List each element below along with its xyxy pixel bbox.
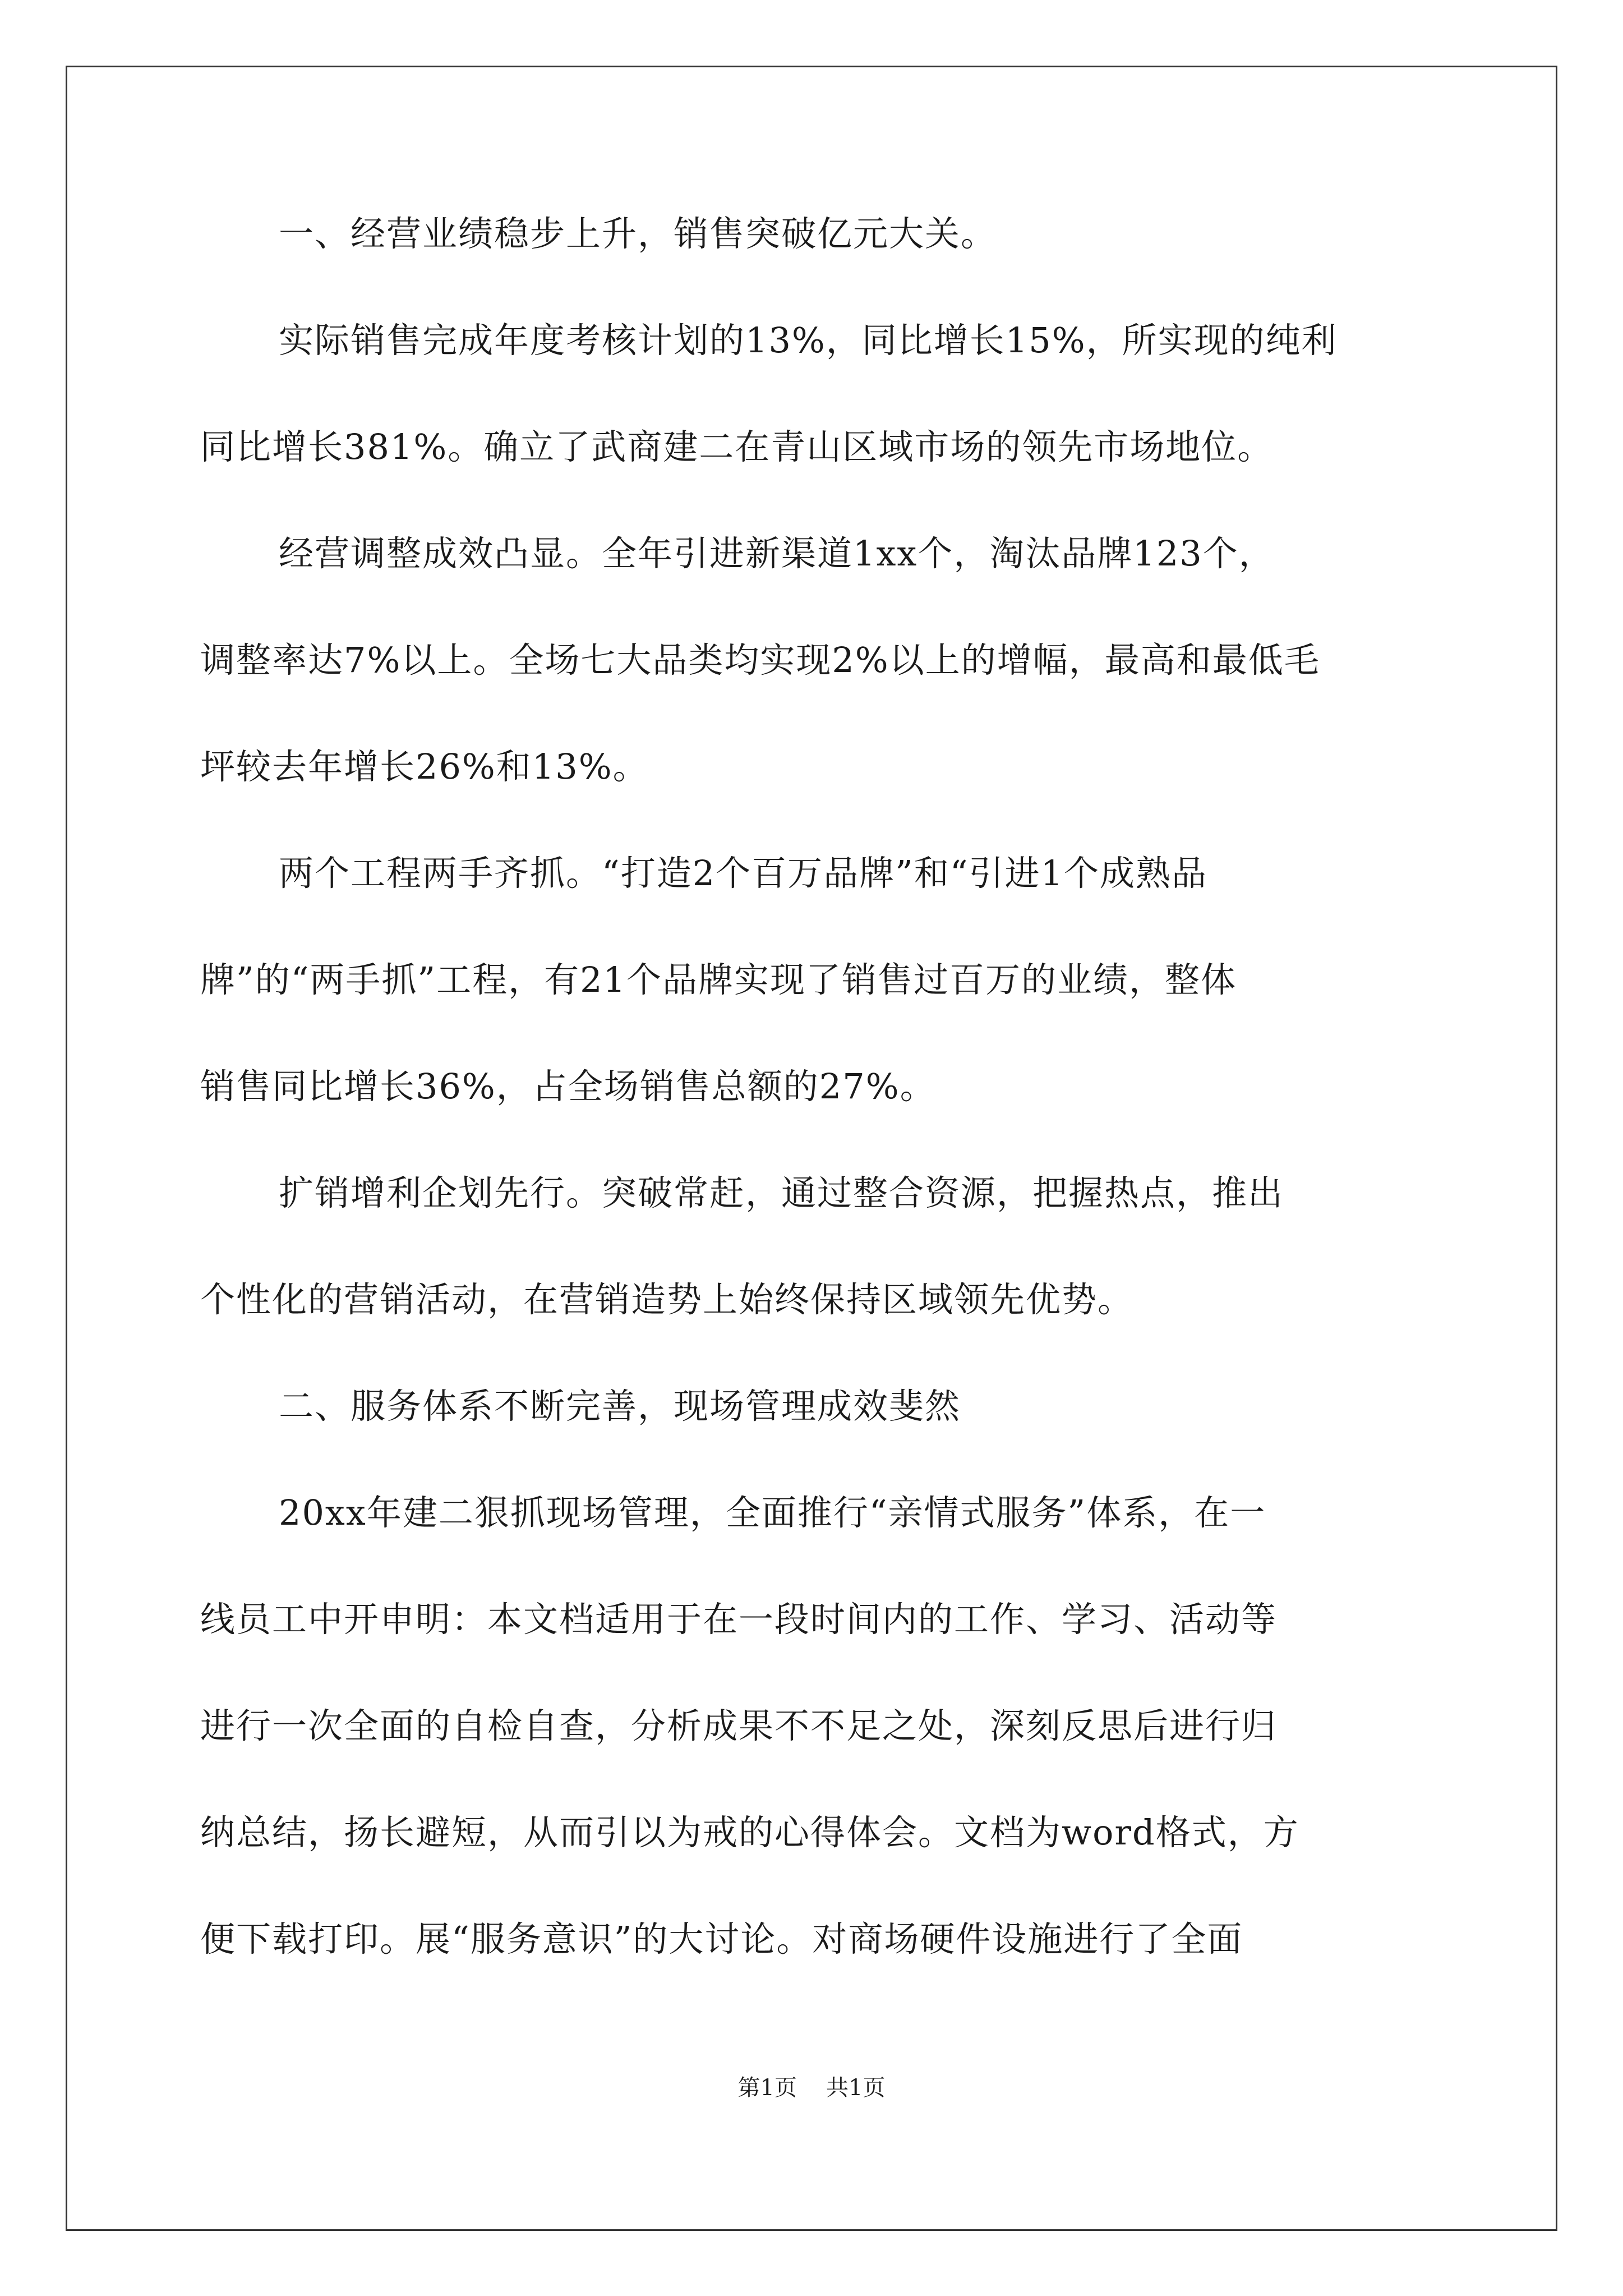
paragraph-line: 进行一次全面的自检自查，分析成果不不足之处，深刻反思后进行归 [200,1705,1278,1746]
page-footer [0,2070,1623,2102]
paragraph-line: 销售同比增长36%，占全场销售总额的27%。 [200,1066,936,1107]
paragraph-line: 经营调整成效凸显。全年引进新渠道1xx个，淘汰品牌123个， [279,533,1275,574]
paragraph-line: 便下载打印。展“服务意识”的大讨论。对商场硬件设施进行了全面 [200,1918,1243,1959]
section-heading-1: 一、经营业绩稳步上升，销售突破亿元大关。 [279,213,997,254]
section-heading-2: 二、服务体系不断完善，现场管理成效斐然 [279,1386,961,1427]
paragraph-line: 线员工中开申明：本文档适用于在一段时间内的工作、学习、活动等 [200,1599,1278,1640]
paragraph-line: 坪较去年增长26%和13%。 [200,746,649,787]
page-border [66,66,1557,2231]
paragraph-line: 调整率达7%以上。全场七大品类均实现2%以上的增幅，最高和最低毛 [200,639,1320,680]
paragraph-line: 两个工程两手齐抓。“打造2个百万品牌”和“引进1个成熟品 [279,853,1207,894]
paragraph-line: 同比增长381%。确立了武商建二在青山区域市场的领先市场地位。 [200,426,1274,467]
paragraph-line: 纳总结，扬长避短，从而引以为戒的心得体会。文档为word格式，方 [200,1812,1299,1853]
paragraph-line: 20xx年建二狠抓现场管理，全面推行“亲情式服务”体系，在一 [279,1492,1266,1533]
paragraph-line: 牌”的“两手抓”工程，有21个品牌实现了销售过百万的业绩，整体 [200,959,1237,1000]
page-number: 第1页 [737,2075,797,2101]
page-total: 共1页 [826,2075,886,2101]
paragraph-line: 实际销售完成年度考核计划的13%，同比增长15%，所实现的纯利 [279,320,1338,361]
paragraph-line: 扩销增利企划先行。突破常赶，通过整合资源，把握热点，推出 [279,1172,1284,1213]
paragraph-line: 个性化的营销活动，在营销造势上始终保持区域领先优势。 [200,1279,1134,1320]
